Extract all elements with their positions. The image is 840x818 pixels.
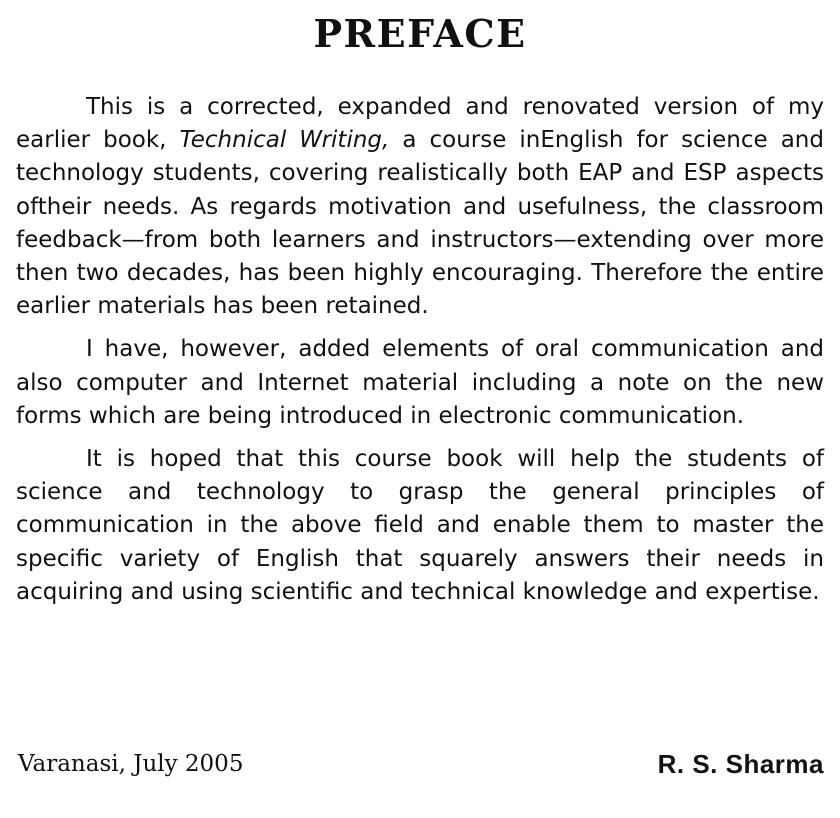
paragraph-2: I have, however, added elements of oral communication and also computer and Internet material including a note on the new forms which are being introduced in electronic communication.	[16, 336, 824, 429]
preface-body	[16, 91, 824, 609]
paragraph-1	[16, 91, 824, 323]
page-title: PREFACE	[313, 11, 527, 56]
signature-line	[18, 748, 824, 782]
paragraph-3: It is hoped that this course book will help the students of science and technology to grasp the general principles of communication in the above field and enable them to master the specific variety of English that squarely answers their needs in acquiring and using scientific and technical knowledge and expertise.	[16, 446, 824, 605]
place-date: Varanasi, July 2005	[18, 751, 244, 777]
paragraph-1-text-end: a course inEnglish for science and technology students, covering realistically both EAP and ESP aspects oftheir needs. As regards motivation and usefulness, the classroom feedback—from both learners and instructors—extending over more then two decades, has been highly encouraging. Therefore the entire earlier materials has been retained.	[16, 127, 824, 320]
book-title: Technical Writing,	[179, 127, 390, 154]
author-name: R. S. Sharma	[657, 749, 824, 779]
paragraph-1-text-start: This is a corrected, expanded and renovated version of my earlier book,	[16, 94, 824, 154]
